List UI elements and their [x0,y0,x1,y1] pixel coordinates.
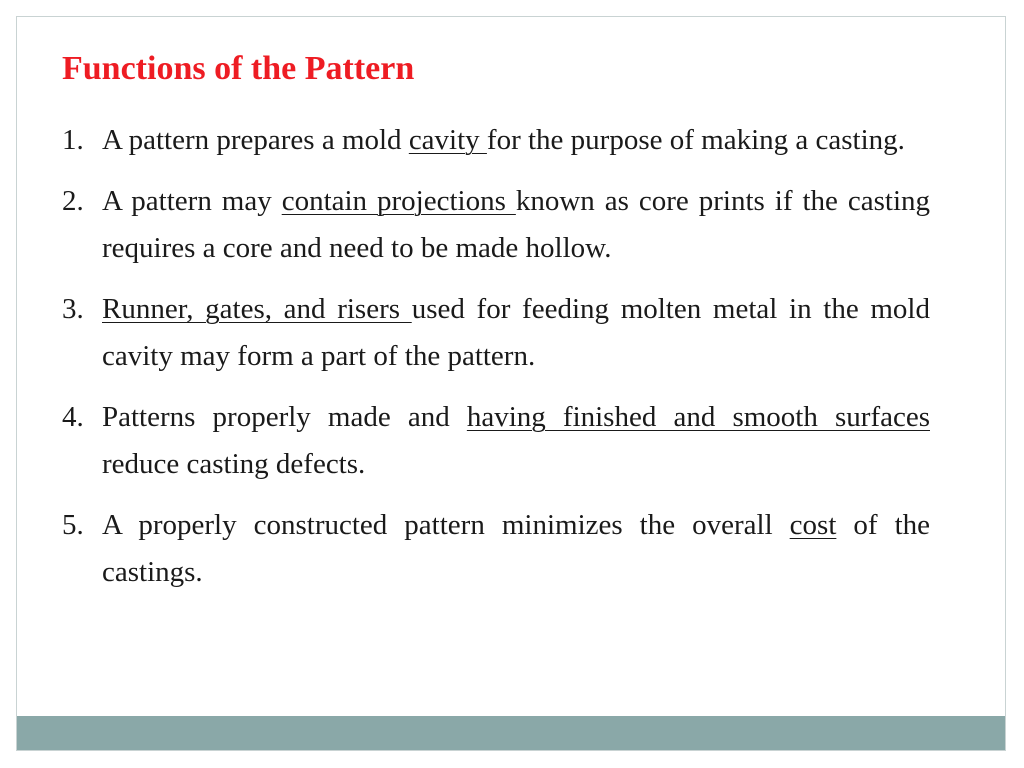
item-text-after: used for feeding molten metal in the mold cavity may form a part of the pattern. [102,293,930,372]
list-item [62,178,930,272]
item-text-underlined: cost [789,509,837,541]
item-number: 5. [62,509,84,541]
item-number: 3. [62,293,84,325]
list-item [62,286,930,380]
item-text-before: A pattern may [102,185,282,217]
item-text [102,178,930,272]
item-text-after: reduce casting defects. [102,448,366,480]
item-text-after: for the purpose of making a casting. [486,124,905,156]
item-number: 2. [62,185,84,217]
item-text-before: Patterns properly made and [102,401,467,433]
item-number: 1. [62,124,84,156]
item-text-underlined: cavity [408,124,487,156]
item-text-before: A pattern prepares a mold [102,124,409,156]
item-text [102,286,930,380]
list-item [62,394,930,488]
slide-title: Functions of the Pattern [62,50,415,87]
item-text [102,117,930,164]
slide [16,16,1006,751]
list-item [62,502,930,596]
item-text-before: A properly constructed pattern minimizes the overall [102,509,790,541]
item-text-after: known as core prints if the casting requires a core and need to be made hollow. [102,185,931,264]
item-number: 4. [62,401,84,433]
item-text [102,394,930,488]
item-text [102,502,930,596]
footer-band [17,716,1005,750]
item-text-underlined: Runner, gates, and risers [102,293,412,325]
item-text-underlined: having finished and smooth surfaces [466,401,930,433]
list-item [62,117,930,164]
item-text-underlined: contain projections [281,185,516,217]
item-text-after: of the castings. [102,509,930,588]
functions-list [62,117,930,610]
